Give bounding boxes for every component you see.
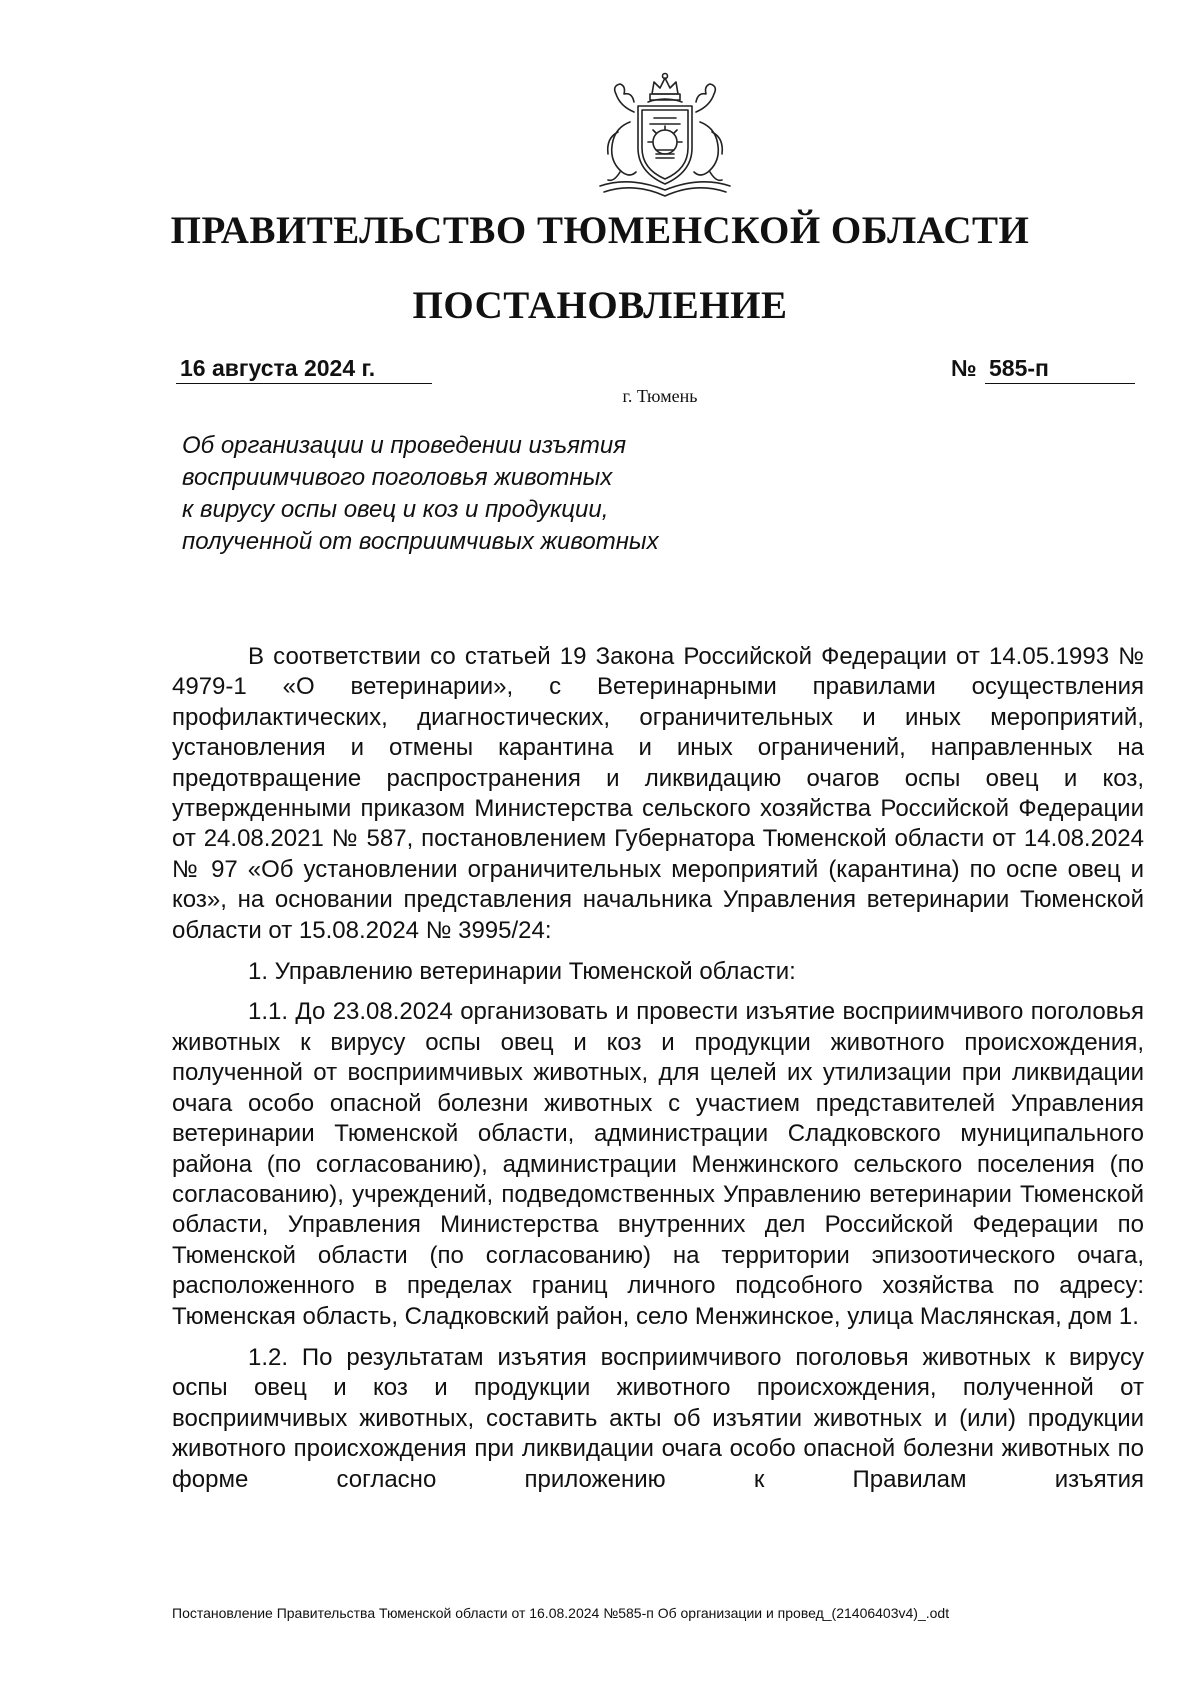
document-date: 16 августа 2024 г.: [180, 355, 376, 381]
subject-line: к вирусу оспы овец и коз и продукции,: [182, 496, 609, 523]
city-label: г. Тюмень: [622, 386, 698, 406]
body-paragraph-preamble: В соответствии со статьей 19 Закона Российской Федерации от 14.05.1993 № 4979-1 «О ветеринарии», с Ветеринарными правилами осуществления профилактических, диагностических, ограничительных и иных мероприятий, установления и отмены карантина и иных ограничений, направленных на предотвращение распространения и ликвидацию очагов оспы овец и коз, утвержденными приказом Министерства сельского хозяйства Российской Федерации от 24.08.2021 № 587, постановлением Губернатора Тюменской области от 14.08.2024 № 97 «Об установлении ограничительных мероприятий (карантина) по оспе овец и коз», на основании представления начальника Управления ветеринарии Тюменской области от 15.08.2024 № 3995/24:: [172, 643, 1144, 944]
body-paragraph-item-1-2: 1.2. По результатам изъятия восприимчивого поголовья животных к вирусу оспы овец и коз и продукции животного происхождения, полученной от восприимчивых животных, составить акты об изъятии животных и (или) продукции животного происхождения при ликвидации очага особо опасной болезни животных по форме согласно приложению к Правилам изъятия: [172, 1343, 1144, 1493]
document-subject: [182, 430, 742, 558]
coat-of-arms-emblem: [590, 72, 740, 200]
number-field: [985, 355, 1135, 384]
page-footer: Постановление Правительства Тюменской области от 16.08.2024 №585-п Об организации и провед_(21406403v4)_.odt: [172, 1605, 950, 1621]
subject-line: Об организации и проведении изъятия: [182, 432, 627, 459]
body-paragraph-item-1-1: 1.1. До 23.08.2024 организовать и провести изъятие восприимчивого поголовья животных к вирусу оспы овец и коз и продукции животного происхождения, полученной от восприимчивых животных, для целей их утилизации при ликвидации очага особо опасной болезни животных с участием представителей Управления ветеринарии Тюменской области, администрации Сладковского муниципального района (по согласованию), администрации Менжинского сельского поселения (по согласованию), учреждений, подведомственных Управлению ветеринарии Тюменской области, Управления Министерства внутренних дел Российской Федерации по Тюменской области (по согласованию) на территории эпизоотического очага, расположенного в пределах границ личного подсобного хозяйства по адресу: Тюменская область, Сладковский район, село Менжинское, улица Маслянская, дом 1.: [172, 998, 1144, 1330]
document-number: 585-п: [989, 355, 1049, 381]
number-sign: №: [951, 355, 977, 381]
government-title: ПРАВИТЕЛЬСТВО ТЮМЕНСКОЙ ОБЛАСТИ: [170, 209, 1030, 252]
document-body: [172, 642, 1144, 1495]
date-field: [176, 355, 432, 384]
subject-line: полученной от восприимчивых животных: [182, 528, 659, 555]
document-type-title: ПОСТАНОВЛЕНИЕ: [412, 284, 788, 327]
subject-line: восприимчивого поголовья животных: [182, 464, 613, 491]
body-paragraph-item-1: 1. Управлению ветеринарии Тюменской области:: [248, 958, 796, 986]
